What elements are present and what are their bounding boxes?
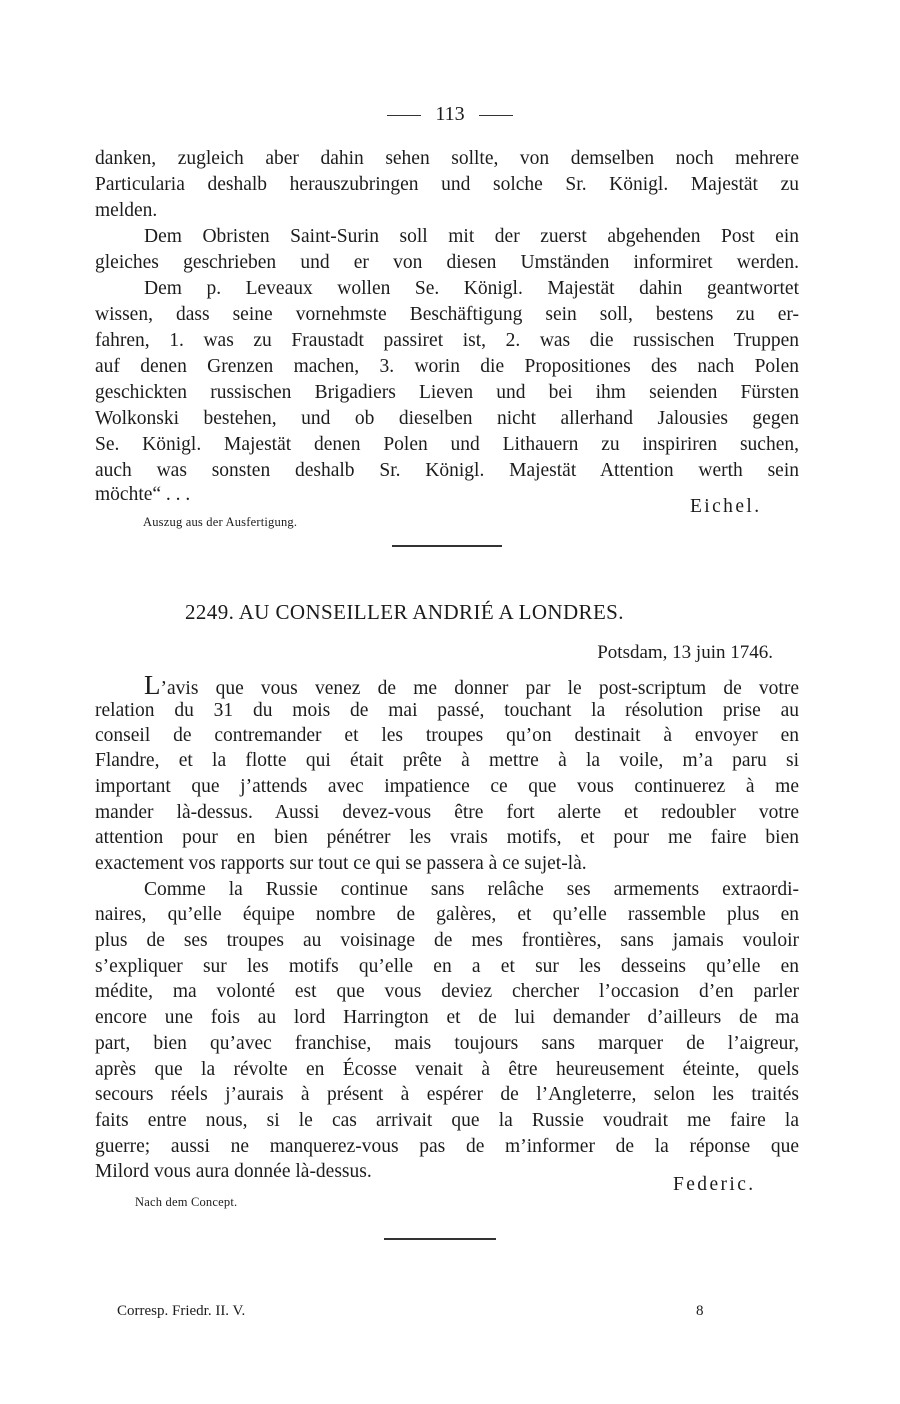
page-header xyxy=(0,103,900,126)
text-line: important que j’attends avec impatience ce que vous continuerez à me xyxy=(95,776,799,797)
footer-signature-mark: 8 xyxy=(696,1303,704,1319)
text-line: auf denen Grenzen machen, 3. worin die Propositiones des nach Polen xyxy=(95,356,799,377)
text-line: gleiches geschrieben und er von diesen Umständen informiret werden. xyxy=(95,252,799,273)
source-note: Auszug aus der Ausfertigung. xyxy=(143,515,298,529)
text-line: Dem Obristen Saint-Surin soll mit der zuerst abgehenden Post ein xyxy=(144,226,799,247)
text-line: naires, qu’elle équipe nombre de galères, et qu’elle rassemble plus en xyxy=(95,904,799,925)
footer-reference: Corresp. Friedr. II. V. xyxy=(117,1303,246,1319)
text-line: conseil de contremander et les troupes qu’on destinait à envoyer en xyxy=(95,725,799,746)
signature-federic: Federic. xyxy=(673,1174,756,1195)
text-line: Wolkonski bestehen, und ob dieselben nicht allerhand Jalousies gegen xyxy=(95,408,799,429)
text-line: danken, zugleich aber dahin sehen sollte, von demselben noch mehrere xyxy=(95,148,799,169)
section-divider xyxy=(384,1238,496,1240)
text-line: Comme la Russie continue sans relâche ses armements extraordi- xyxy=(144,879,799,900)
text-line: exactement vos rapports sur tout ce qui se passera à ce sujet-là. xyxy=(95,853,587,874)
text-line-rest: ’avis que vous venez de me donner par le post-scriptum de votre xyxy=(160,678,799,699)
letter-title: 2249. AU CONSEILLER ANDRIÉ A LONDRES. xyxy=(185,600,624,624)
text-line: geschickten russischen Brigadiers Lieven und bei ihm seienden Fürsten xyxy=(95,382,799,403)
text-line: relation du 31 du mois de mai passé, touchant la résolution prise au xyxy=(95,700,799,721)
text-line: fahren, 1. was zu Fraustadt passiret ist, 2. was die russischen Truppen xyxy=(95,330,799,351)
text-line: après que la révolte en Écosse venait à être heureusement éteinte, quels xyxy=(95,1059,799,1080)
text-line: wissen, dass seine vornehmste Beschäftigung sein soll, bestens zu er- xyxy=(95,304,799,325)
section-divider xyxy=(392,545,502,547)
header-dash-right xyxy=(479,115,513,116)
text-line: part, bien qu’avec franchise, mais toujours sans marquer de l’aigreur, xyxy=(95,1033,799,1054)
text-line: médite, ma volonté est que vous deviez chercher l’occasion d’en parler xyxy=(95,981,799,1002)
text-line: Flandre, et la flotte qui était prête à mettre à la voile, m’a paru si xyxy=(95,750,799,771)
source-note: Nach dem Concept. xyxy=(135,1195,238,1209)
header-dash-left xyxy=(387,115,421,116)
text-line: faits entre nous, si le cas arrivait que la Russie voudrait me faire la xyxy=(95,1110,799,1131)
text-line: s’expliquer sur les motifs qu’elle en a et sur les desseins qu’elle en xyxy=(95,956,799,977)
text-line: Particularia deshalb herauszubringen und solche Sr. Königl. Majestät zu xyxy=(95,174,799,195)
signature-eichel: Eichel. xyxy=(690,496,762,517)
text-line: auch was sonsten deshalb Sr. Königl. Majestät Attention werth sein xyxy=(95,460,799,481)
text-line: secours réels j’aurais à présent à espérer de l’Angleterre, selon les traités xyxy=(95,1084,799,1105)
text-line: guerre; aussi ne manquerez-vous pas de m’informer de la réponse que xyxy=(95,1136,799,1157)
text-line: plus de ses troupes au voisinage de mes frontières, sans jamais vouloir xyxy=(95,930,799,951)
text-line: möchte“ . . . xyxy=(95,484,191,505)
text-line: Dem p. Leveaux wollen Se. Königl. Majestät dahin geantwortet xyxy=(144,278,799,299)
letter-dateline: Potsdam, 13 juin 1746. xyxy=(597,642,773,663)
text-line: encore une fois au lord Harrington et de lui demander d’ailleurs de ma xyxy=(95,1007,799,1028)
page-number: 113 xyxy=(435,103,465,125)
text-line: attention pour en bien pénétrer les vrais motifs, et pour me faire bien xyxy=(95,827,799,848)
text-line: mander là-dessus. Aussi devez-vous être fort alerte et redoubler votre xyxy=(95,802,799,823)
drop-cap: L xyxy=(144,670,161,700)
text-line: melden. xyxy=(95,200,158,221)
text-line: Se. Königl. Majestät denen Polen und Lithauern zu inspiriren suchen, xyxy=(95,434,799,455)
text-line: Milord vous aura donnée là-dessus. xyxy=(95,1161,372,1182)
